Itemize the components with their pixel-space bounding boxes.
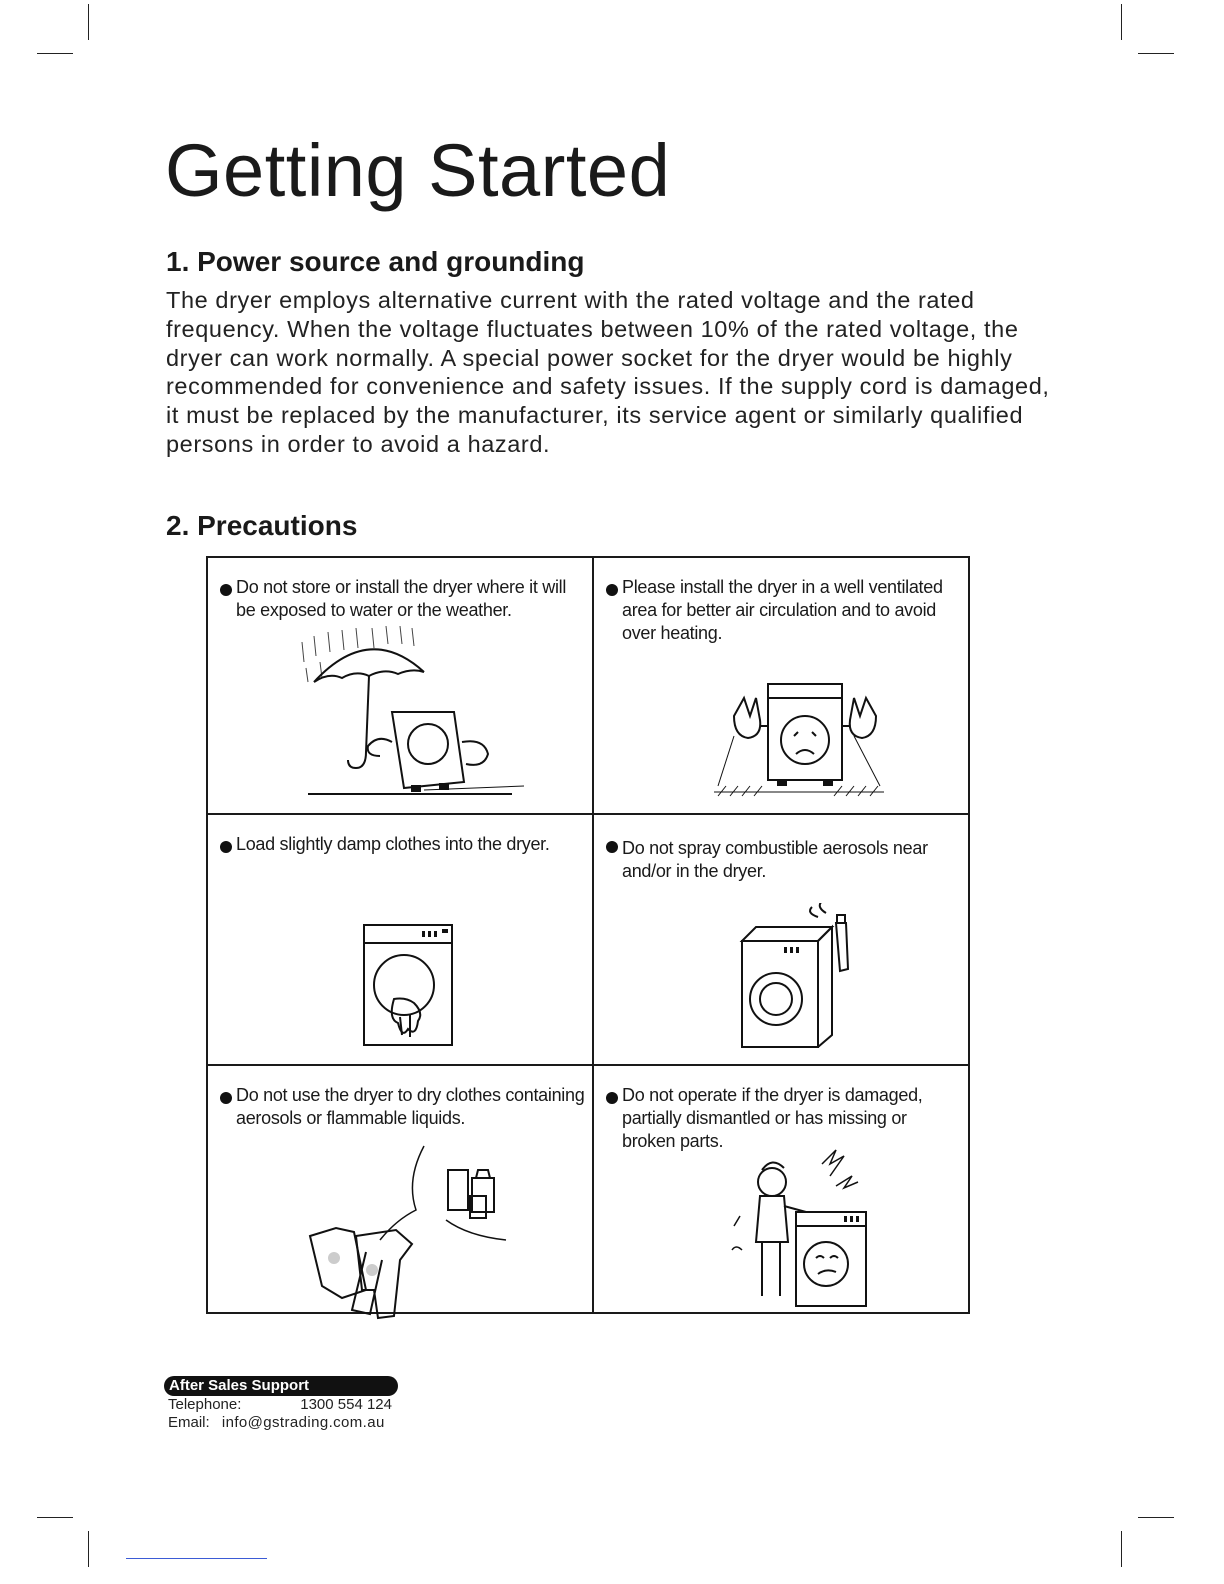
bullet-icon — [606, 841, 618, 853]
section-heading-precautions: 2. Precautions — [166, 510, 358, 541]
crop-mark — [1121, 4, 1122, 40]
overheating-dryer-icon — [704, 676, 894, 806]
precaution-text: Do not spray combustible aerosols near and/or in the dryer. — [622, 838, 928, 881]
bullet-icon — [220, 1092, 232, 1104]
precaution-cell — [594, 815, 968, 1066]
crop-mark — [88, 4, 89, 40]
telephone-value[interactable]: 1300 554 124 — [300, 1396, 392, 1413]
footer-underline — [126, 1558, 267, 1559]
bullet-icon — [220, 584, 232, 596]
bullet-icon — [220, 841, 232, 853]
precaution-cell — [594, 558, 968, 815]
precautions-grid — [206, 556, 970, 1314]
section-heading-power: 1. Power source and grounding — [166, 246, 585, 277]
power-source-paragraph: The dryer employs alternative current with the rated voltage and the rated frequency. When the voltage fluctuates between 10% of the rated voltage, the dryer can work normally. A special power socket for the dryer would be highly recommended for convenience and safety issues. If the supply cord is damaged, it must be replaced by the manufacturer, its service agent or similarly qualified persons in order to avoid a hazard. — [166, 287, 1050, 457]
damaged-dryer-icon — [726, 1146, 876, 1316]
support-email-row — [164, 1414, 398, 1432]
email-label: Email: — [168, 1414, 210, 1431]
precaution-text: Load slightly damp clothes into the dryer. — [236, 834, 550, 854]
crop-mark — [37, 53, 73, 54]
aerosol-spray-icon — [736, 903, 866, 1053]
bullet-icon — [606, 584, 618, 596]
precaution-cell — [208, 1066, 594, 1312]
umbrella-dryer-icon — [294, 622, 534, 802]
page-title: Getting Started — [165, 129, 671, 212]
crop-mark — [88, 1531, 89, 1567]
precaution-cell — [208, 815, 594, 1066]
precaution-text: Do not use the dryer to dry clothes containing aerosols or flammable liquids. — [236, 1085, 585, 1128]
precaution-cell — [208, 558, 594, 815]
telephone-label: Telephone: — [168, 1396, 242, 1413]
precaution-text: Do not operate if the dryer is damaged, partially dismantled or has missing or broken parts. — [622, 1085, 923, 1151]
email-value[interactable]: info@gstrading.com.au — [221, 1414, 385, 1431]
damp-clothes-dryer-icon — [358, 919, 458, 1049]
precaution-text: Do not store or install the dryer where it will be exposed to water or the weather. — [236, 577, 567, 620]
precaution-cell — [594, 1066, 968, 1312]
crop-mark — [1138, 1517, 1174, 1518]
support-telephone-row — [164, 1396, 398, 1414]
flammable-clothes-icon — [296, 1140, 526, 1320]
after-sales-support — [164, 1376, 398, 1432]
precaution-text: Please install the dryer in a well ventilated area for better air circulation and to avoid over heating. — [622, 577, 943, 643]
support-badge: After Sales Support — [164, 1376, 398, 1396]
bullet-icon — [606, 1092, 618, 1104]
crop-mark — [1138, 53, 1174, 54]
crop-mark — [1121, 1531, 1122, 1567]
crop-mark — [37, 1517, 73, 1518]
